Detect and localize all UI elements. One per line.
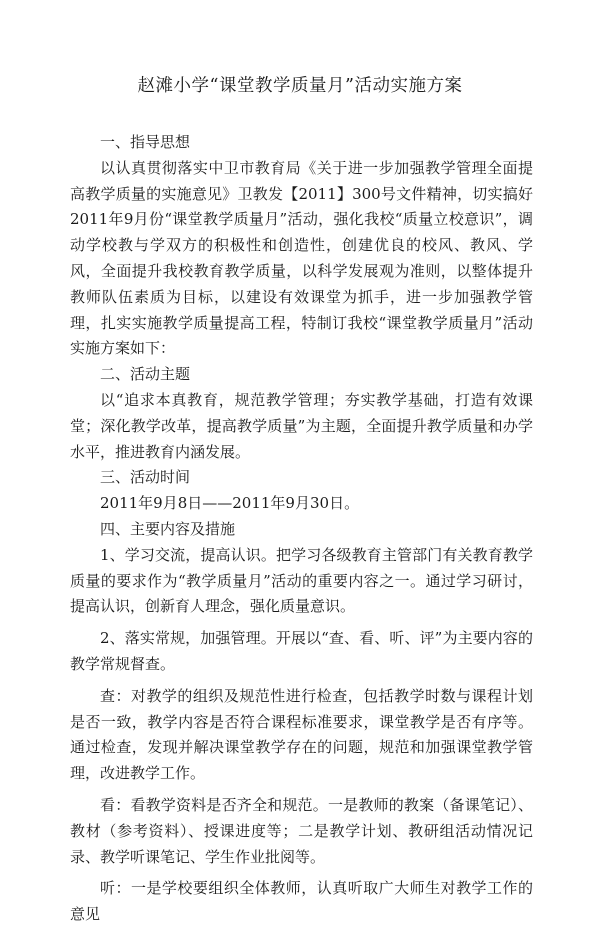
section-heading-activity-time: 三、活动时间 [100, 468, 191, 487]
section-heading-guiding-ideology: 一、指导思想 [100, 133, 191, 151]
paragraph-guiding-ideology: 以认真贯彻落实中卫市教育局《关于进一步加强教学管理全面提高教学质量的实施意见》卫教发【2011】300号文件精神，切实搞好2011年9月份“课堂教学质量月”活动，强化我校“质量立校意识”，调动学校教与学双方的积极性和创造性，创建优良的校风、教风、学风，全面提升我校教育教学质量，以科学发展观为准则，以整体提升教师队伍素质为目标，以建设有效课堂为抓手，进一步加强教学管理，扎实实施教学质量提高工程，特制订我校“课堂教学质量月”活动实施方案如下： [70, 158, 533, 358]
paragraph-implement-routine: 2、落实常规，加强管理。开展以“查、看、听、评”为主要内容的教学常规督查。 [70, 629, 533, 673]
paragraph-activity-time: 2011年9月8日——2011年9月30日。 [100, 494, 360, 513]
document-title: 赵滩小学“课堂教学质量月”活动实施方案 [137, 76, 463, 96]
paragraph-check: 查：对教学的组织及规范性进行检查，包括教学时数与课程计划是否一致，教学内容是否符合课程标准要求，课堂教学是否有序等。通过检查，发现并解决课堂教学存在的问题，规范和加强课堂教学管理，改进教学工作。 [70, 686, 533, 783]
paragraph-activity-theme: 以“追求本真教育，规范教学管理；夯实教学基础，打造有效课堂；深化教学改革，提高教学质量”为主题，全面提升教学质量和办学水平，推进教育内涵发展。 [70, 390, 533, 461]
section-heading-activity-theme: 二、活动主题 [100, 365, 191, 384]
paragraph-look: 看：看教学资料是否齐全和规范。一是教师的教案（备课笔记）、教材（参考资料）、授课进度等；二是教学计划、教研组活动情况记录、教学听课笔记、学生作业批阅等。 [70, 795, 533, 866]
paragraph-study-exchange: 1、学习交流，提高认识。把学习各级教育主管部门有关教育教学质量的要求作为“教学质量月”活动的重要内容之一。通过学习研讨，提高认识，创新育人理念，强化质量意识。 [70, 545, 533, 616]
paragraph-listen: 听：一是学校要组织全体教师，认真听取广大师生对教学工作的意见 [70, 879, 533, 924]
section-heading-content-measures: 四、主要内容及措施 [100, 519, 236, 538]
document-body [70, 130, 533, 928]
